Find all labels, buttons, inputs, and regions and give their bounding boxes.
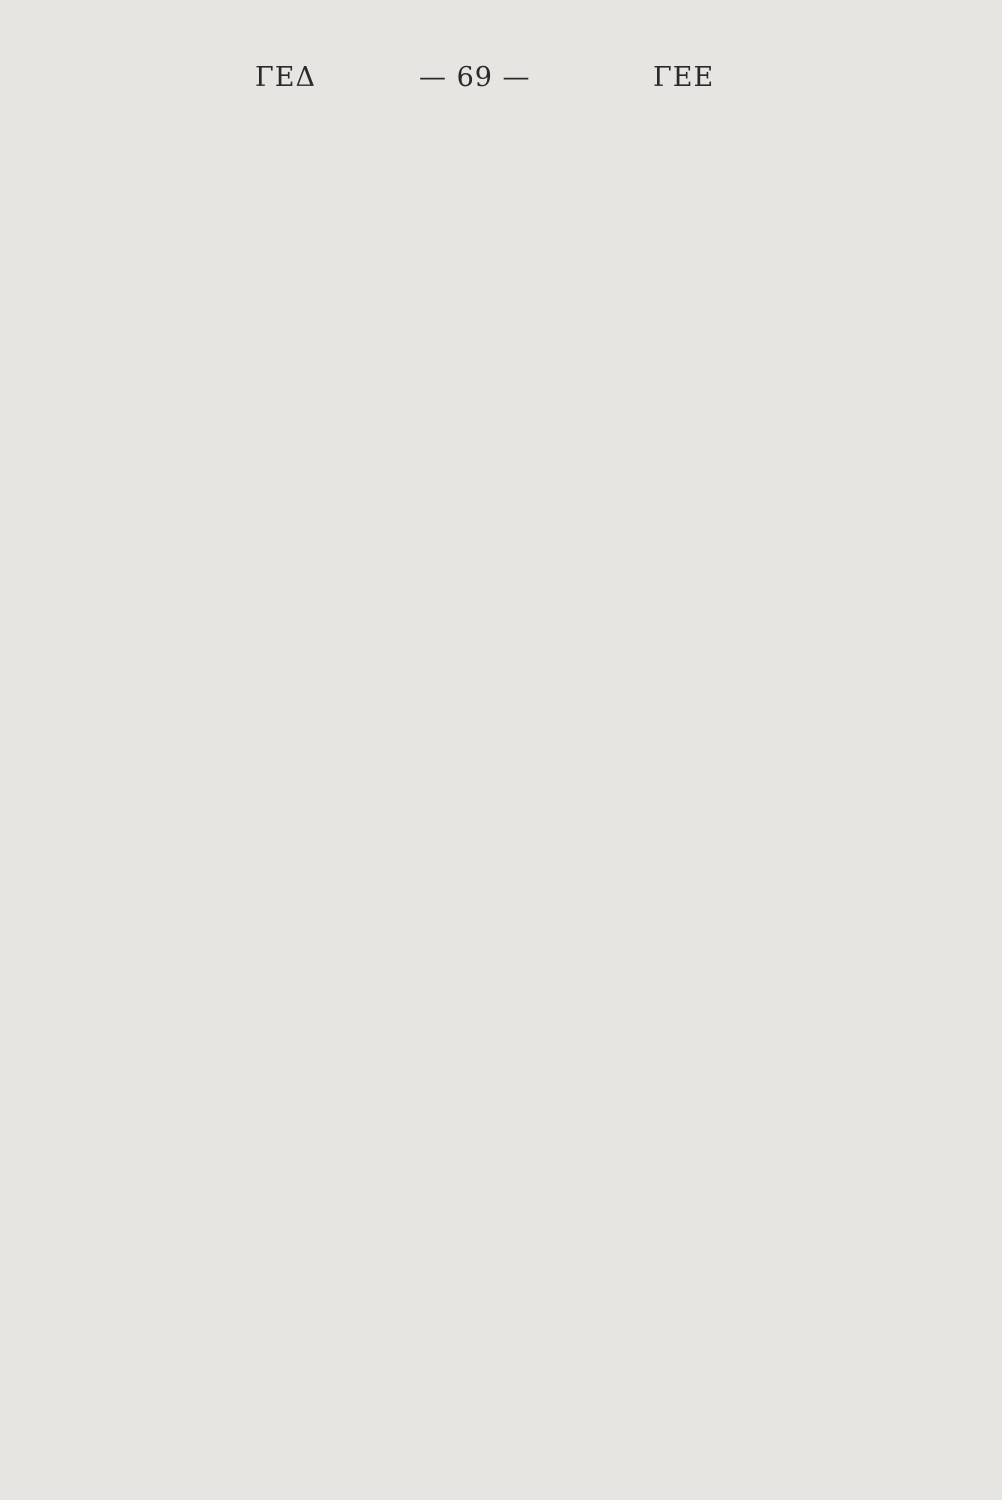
running-header <box>105 62 915 102</box>
page-number: — 69 — <box>419 62 531 93</box>
header-left-guide-word: ΓΕΔ <box>255 62 316 93</box>
header-right-guide-word: ΓΕΕ <box>653 62 715 93</box>
